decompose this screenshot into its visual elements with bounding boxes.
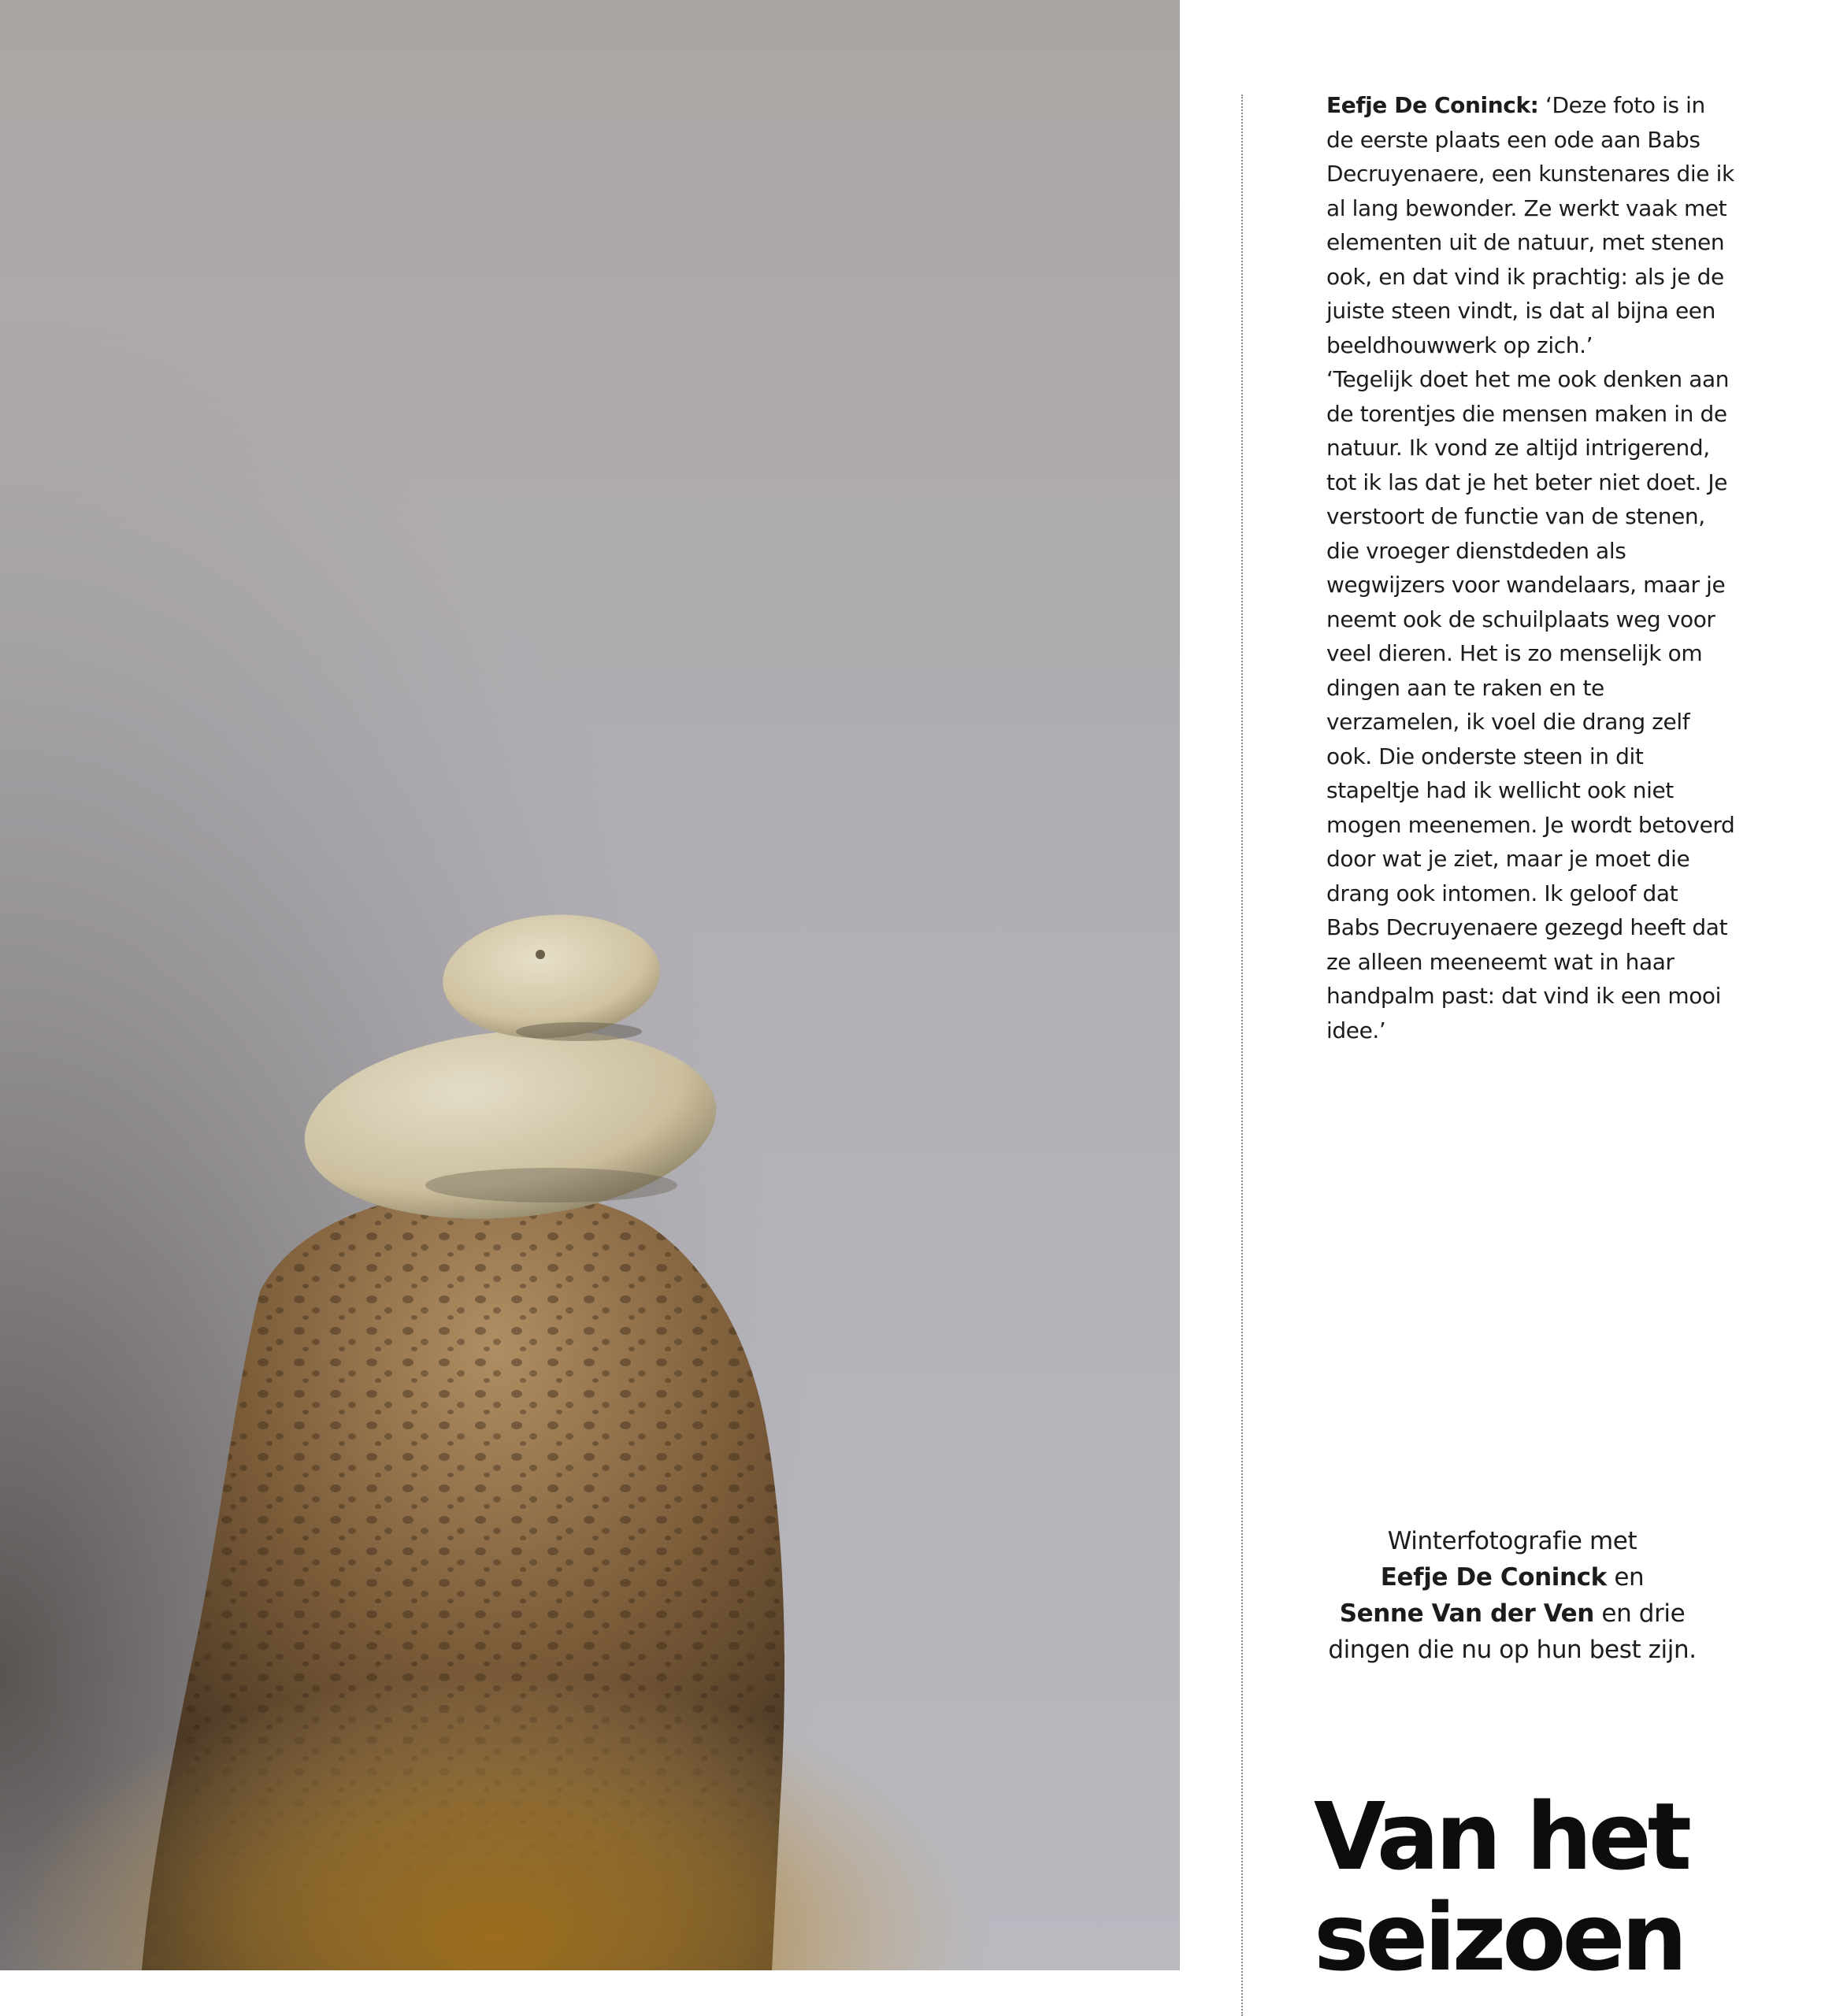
article-paragraph-2: ‘Tegelijk doet het me ook denken aan de torentjes die mensen maken in de natuur. Ik vond ze altijd intrigerend, tot ik las dat je het beter niet doet. Je verstoort de functie van de stenen, die vroeger dienstdeden als wegwijzers voor wandelaars, maar je neemt ook de schuilplaats weg voor veel dieren. Het is zo menselijk om dingen aan te raken en te verzamelen, ik voel die drang zelf ook. Die onderste steen in dit stapeltje had ik wellicht ook niet mogen meenemen. Je wordt betoverd door wat je ziet, maar je moet die drang ook intomen. Ik geloof dat Babs Decruyenaere gezegd heeft dat ze alleen meeneemt wat in haar handpalm past: dat vind ik een mooi idee.’ <box>1326 366 1735 1043</box>
intro-text-1: Winterfotografie met <box>1387 1527 1637 1555</box>
intro-deck <box>1307 1523 1717 1668</box>
headline-line-2: seizoen <box>1314 1883 1684 1992</box>
article-body <box>1326 88 1736 1047</box>
headline-line-1: Van het <box>1314 1782 1689 1891</box>
article-paragraph-1 <box>1326 88 1736 362</box>
intro-name-1: Eefje De Coninck <box>1380 1563 1607 1592</box>
vertical-divider <box>1241 94 1243 2016</box>
intro-name-2: Senne Van der Ven <box>1339 1599 1594 1628</box>
page-title <box>1314 1782 1786 1992</box>
article-paragraph-1-text: ‘Deze foto is in de eerste plaats een ode aan Babs Decruyenaere, een kunstenares die ik al lang bewonder. Ze werkt vaak met elementen uit de natuur, met stenen ook, en dat vind ik prachtig: als je de juiste steen vindt, is dat al bijna een beeldhouwwerk op zich.’ <box>1326 92 1734 358</box>
author-lead: Eefje De Coninck: <box>1326 92 1539 118</box>
intro-text-3: en drie dingen die nu op hun best zijn. <box>1328 1599 1697 1664</box>
intro-text-2: en <box>1606 1563 1645 1592</box>
